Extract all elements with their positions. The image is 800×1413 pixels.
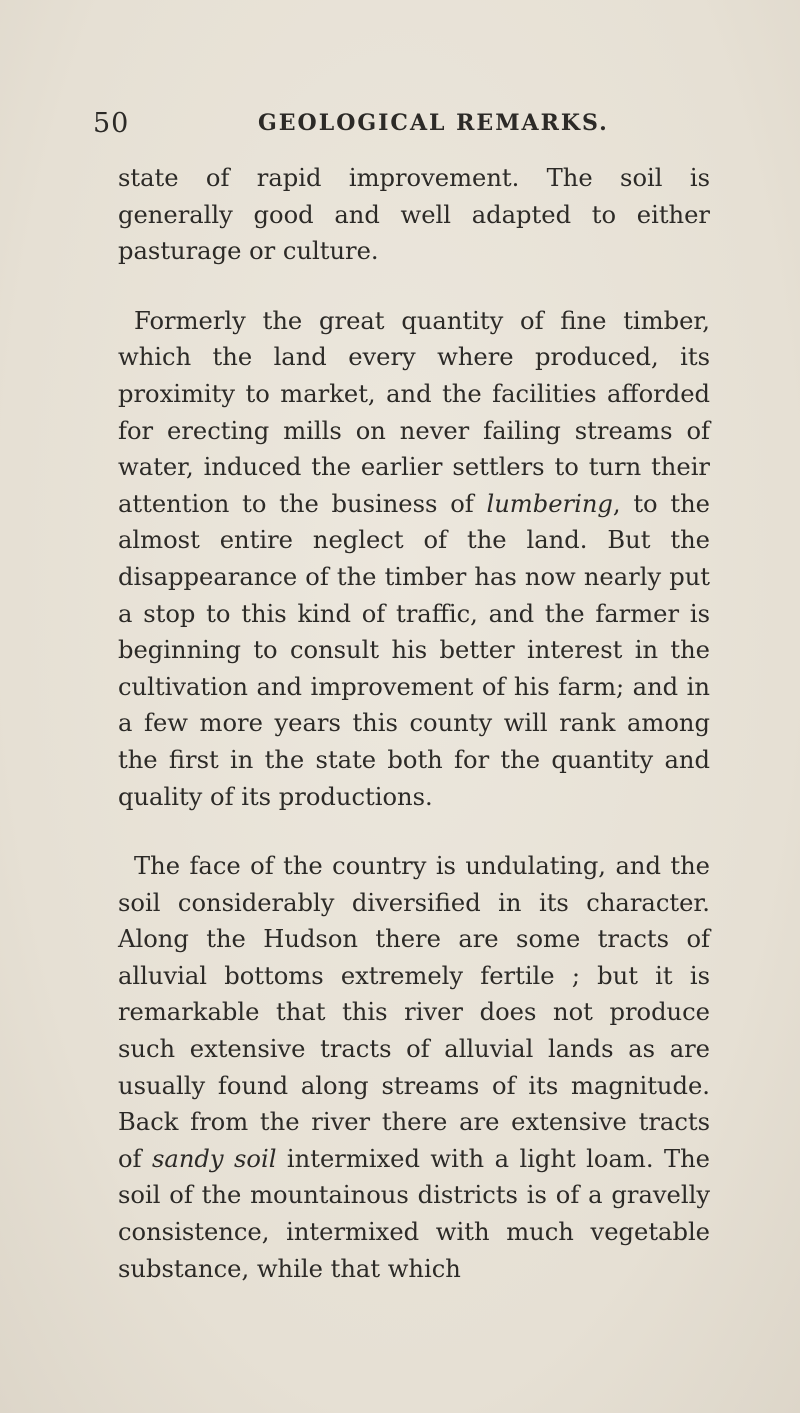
paragraph-soil xyxy=(118,848,710,1287)
paragraph-soil-text-b: intermixed with a light loam. The soil of the mountainous districts is of a gravelly consistence, intermixed with much vegetable substance, while that which xyxy=(118,1144,710,1283)
paragraph-soil-italic: sandy soil xyxy=(151,1144,277,1173)
paragraph-timber-text-b: , to the almost entire neglect of the land. But the disappearance of the timber has now nearly put a stop to this kind of traffic, and the farmer is beginning to consult his better interest in the cultivation and improvement of his farm; and in a few more years this county will rank among the first in the state both for the quantity and quality of its productions. xyxy=(118,489,710,811)
paragraph-soil-text-a: The face of the country is undulating, and the soil considerably diversified in its character. Along the Hudson there are some tracts of alluvial bottoms extremely fertile ; but it is remarkable that this river does not produce such extensive tracts of alluvial lands as are usually found along streams of its magnitude. Back from the river there are extensive tracts of xyxy=(118,852,710,1173)
paragraph-timber-italic: lumbering xyxy=(486,489,613,518)
running-title: GEOLOGICAL REMARKS. xyxy=(258,110,609,136)
paragraph-gap xyxy=(118,270,710,303)
paragraph-timber xyxy=(118,303,710,815)
paragraph-timber-text-a: Formerly the great quantity of fine timber, which the land every where produced, its proximity to market, and the facilities afforded for erecting mills on never failing streams of water, induced the earlier settlers to turn their attention to the business of xyxy=(118,306,710,518)
paragraph-continuation: state of rapid improvement. The soil is generally good and well adapted to either pasturage or culture. xyxy=(118,164,710,266)
body-text xyxy=(118,160,710,1287)
paragraph-gap xyxy=(118,815,710,848)
page-number: 50 xyxy=(93,108,130,139)
running-head xyxy=(88,108,708,142)
